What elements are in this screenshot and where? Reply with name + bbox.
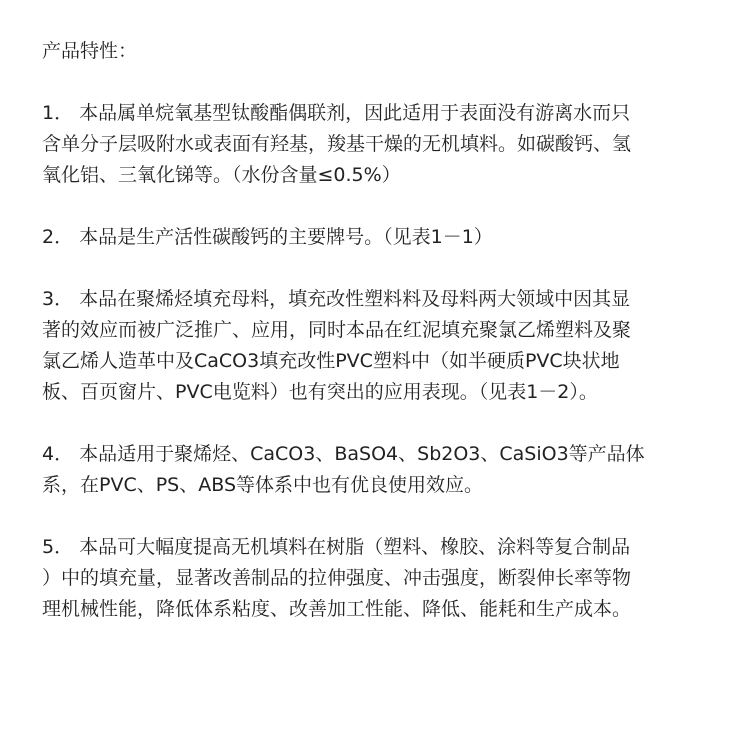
feature-item-5: 5． 本品可大幅度提高无机填料在树脂（塑料、橡胶、涂料等复合制品 ）中的填充量，显著改善制品的拉伸强度、冲击强度，断裂伸长率等物 理机械性能，降低体系粘度、改善加工性能、降低、能耗和生产成本。 <box>42 536 632 620</box>
feature-item-1: 1． 本品属单烷氧基型钛酸酯偶联剂，因此适用于表面没有游离水而只 含单分子层吸附水或表面有羟基，羧基干燥的无机填料。如碳酸钙、氢 氧化铝、三氧化锑等。（水份含量≤0.5%） <box>42 102 632 186</box>
section-heading: 产品特性： <box>42 40 138 62</box>
feature-item-3: 3． 本品在聚烯烃填充母料，填充改性塑料料及母料两大领域中因其显 著的效应而被广泛推广、应用，同时本品在红泥填充聚氯乙烯塑料及聚 氯乙烯人造革中及CaCO3填充改性PVC塑料中（如半硬质PVC块状地 板、百页窗片、PVC电览料）也有突出的应用表现。（见表1－2）。 <box>42 288 632 403</box>
feature-item-2: 2． 本品是生产活性碳酸钙的主要牌号。（见表1－1） <box>42 226 493 248</box>
feature-item-4: 4． 本品适用于聚烯烃、CaCO3、BaSO4、Sb2O3、CaSiO3等产品体 系，在PVC、PS、ABS等体系中也有优良使用效应。 <box>42 443 645 496</box>
product-features-text <box>42 36 702 625</box>
